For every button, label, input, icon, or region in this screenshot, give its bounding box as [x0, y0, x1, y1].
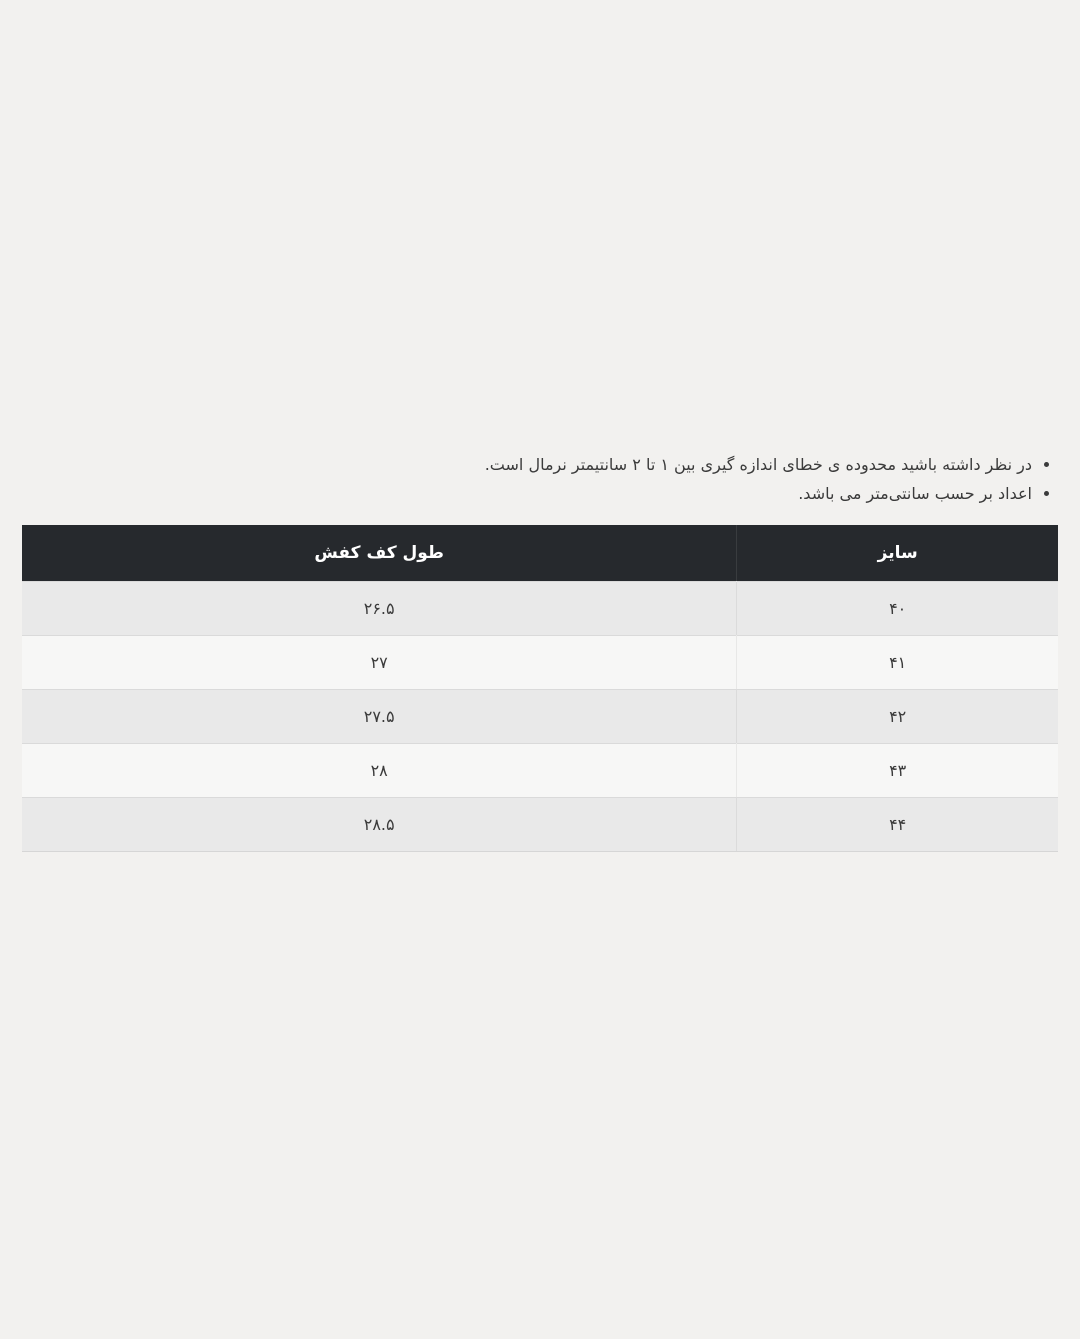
- table-row: [22, 635, 1058, 689]
- table-row: [22, 581, 1058, 635]
- size-guide-section: [22, 0, 1058, 852]
- sole-length-cell: ۲۷: [22, 635, 737, 689]
- size-cell: ۴۰: [737, 581, 1058, 635]
- size-chart-body: [22, 581, 1058, 851]
- size-cell: ۴۲: [737, 689, 1058, 743]
- sole-length-cell: ۲۸.۵: [22, 797, 737, 851]
- column-header-size: سایز: [737, 525, 1058, 581]
- sole-length-cell: ۲۶.۵: [22, 581, 737, 635]
- sole-length-cell: ۲۸: [22, 743, 737, 797]
- size-chart-header: [22, 525, 1058, 581]
- note-measurement-error: • در نظر داشته باشید محدوده ی خطای اندازه گیری بین ۱ تا ۲ سانتیمتر نرمال است.: [22, 450, 1032, 479]
- notes-list: [22, 450, 1058, 508]
- note-unit-centimeter: • اعداد بر حسب سانتی‌متر می باشد.: [22, 479, 1032, 508]
- table-row: [22, 743, 1058, 797]
- table-row: [22, 797, 1058, 851]
- size-chart-table: [22, 525, 1058, 852]
- size-cell: ۴۱: [737, 635, 1058, 689]
- size-cell: ۴۴: [737, 797, 1058, 851]
- sole-length-cell: ۲۷.۵: [22, 689, 737, 743]
- table-row: [22, 689, 1058, 743]
- header-row: [22, 525, 1058, 581]
- column-header-sole-length: طول کف کفش: [22, 525, 737, 581]
- size-cell: ۴۳: [737, 743, 1058, 797]
